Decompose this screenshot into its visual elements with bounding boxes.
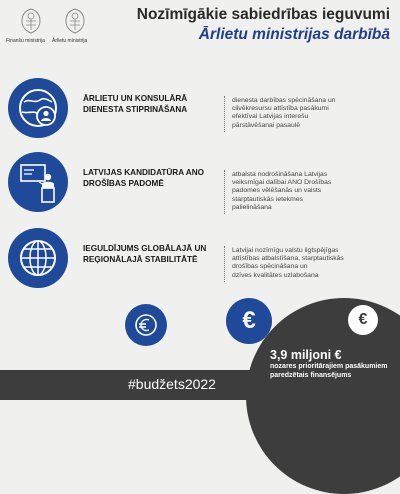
divider bbox=[224, 96, 225, 132]
euro-coin-icon bbox=[125, 304, 167, 346]
item-description: dienesta darbības spēcināšana un cilvēkresursu attīstība pasākumi efektīvai Latvijas interešu pārstāvēšanai pasaulē bbox=[232, 97, 336, 129]
item-row bbox=[0, 150, 400, 234]
globe-person-icon bbox=[8, 78, 68, 138]
item-heading: LATVIJAS KANDIDATŪRA ANO DROŠĪBAS PADOMĒ bbox=[83, 168, 204, 188]
divider bbox=[224, 246, 225, 282]
item-row bbox=[0, 76, 400, 160]
euro-icon: € bbox=[348, 305, 378, 335]
item-heading: ĀRLIETU UN KONSULĀRĀ DIENESTA STIPRINĀŠANA bbox=[83, 94, 188, 114]
divider bbox=[224, 170, 225, 214]
page-title: Nozīmīgākie sabiedrības ieguvumi bbox=[136, 6, 390, 23]
header bbox=[0, 0, 400, 66]
item-description: atbalsta nodrošināšana Latvijas veiksmīgai dalībai ANO Drošības padomes vēlēšanās un valsts starptautiskās ietekmes palielināšana bbox=[232, 171, 332, 211]
coat-of-arms-icon bbox=[64, 8, 86, 34]
globe-grid-icon bbox=[8, 228, 68, 288]
item-heading: IEGULDĪJUMS GLOBĀLAJĀ UN REĢIONĀLAJĀ STABILITĀTĒ bbox=[83, 244, 207, 264]
crest-label-foreign: Ārlietu ministrija bbox=[52, 38, 88, 44]
euro-icon: € bbox=[226, 298, 272, 344]
hashtag-text: #budžets2022 bbox=[128, 376, 216, 392]
speaker-podium-icon bbox=[8, 152, 68, 212]
funding-amount: 3,9 miljoni € bbox=[270, 348, 342, 362]
item-description: Latvijai nozīmīgu valstu ilgtspējīgas attīstības atbalstīšana, starptautiskās drošības spēcināšana un dzīves kvalitātes uzlabošana bbox=[232, 247, 344, 279]
funding-description: nozares prioritārajiem pasākumiem paredzētais finansējums bbox=[270, 363, 388, 379]
page-subtitle: Ārlietu ministrijas darbībā bbox=[198, 26, 390, 43]
crest-label-finance: Finanšu ministrija bbox=[6, 38, 45, 44]
coat-of-arms-icon bbox=[20, 8, 42, 34]
